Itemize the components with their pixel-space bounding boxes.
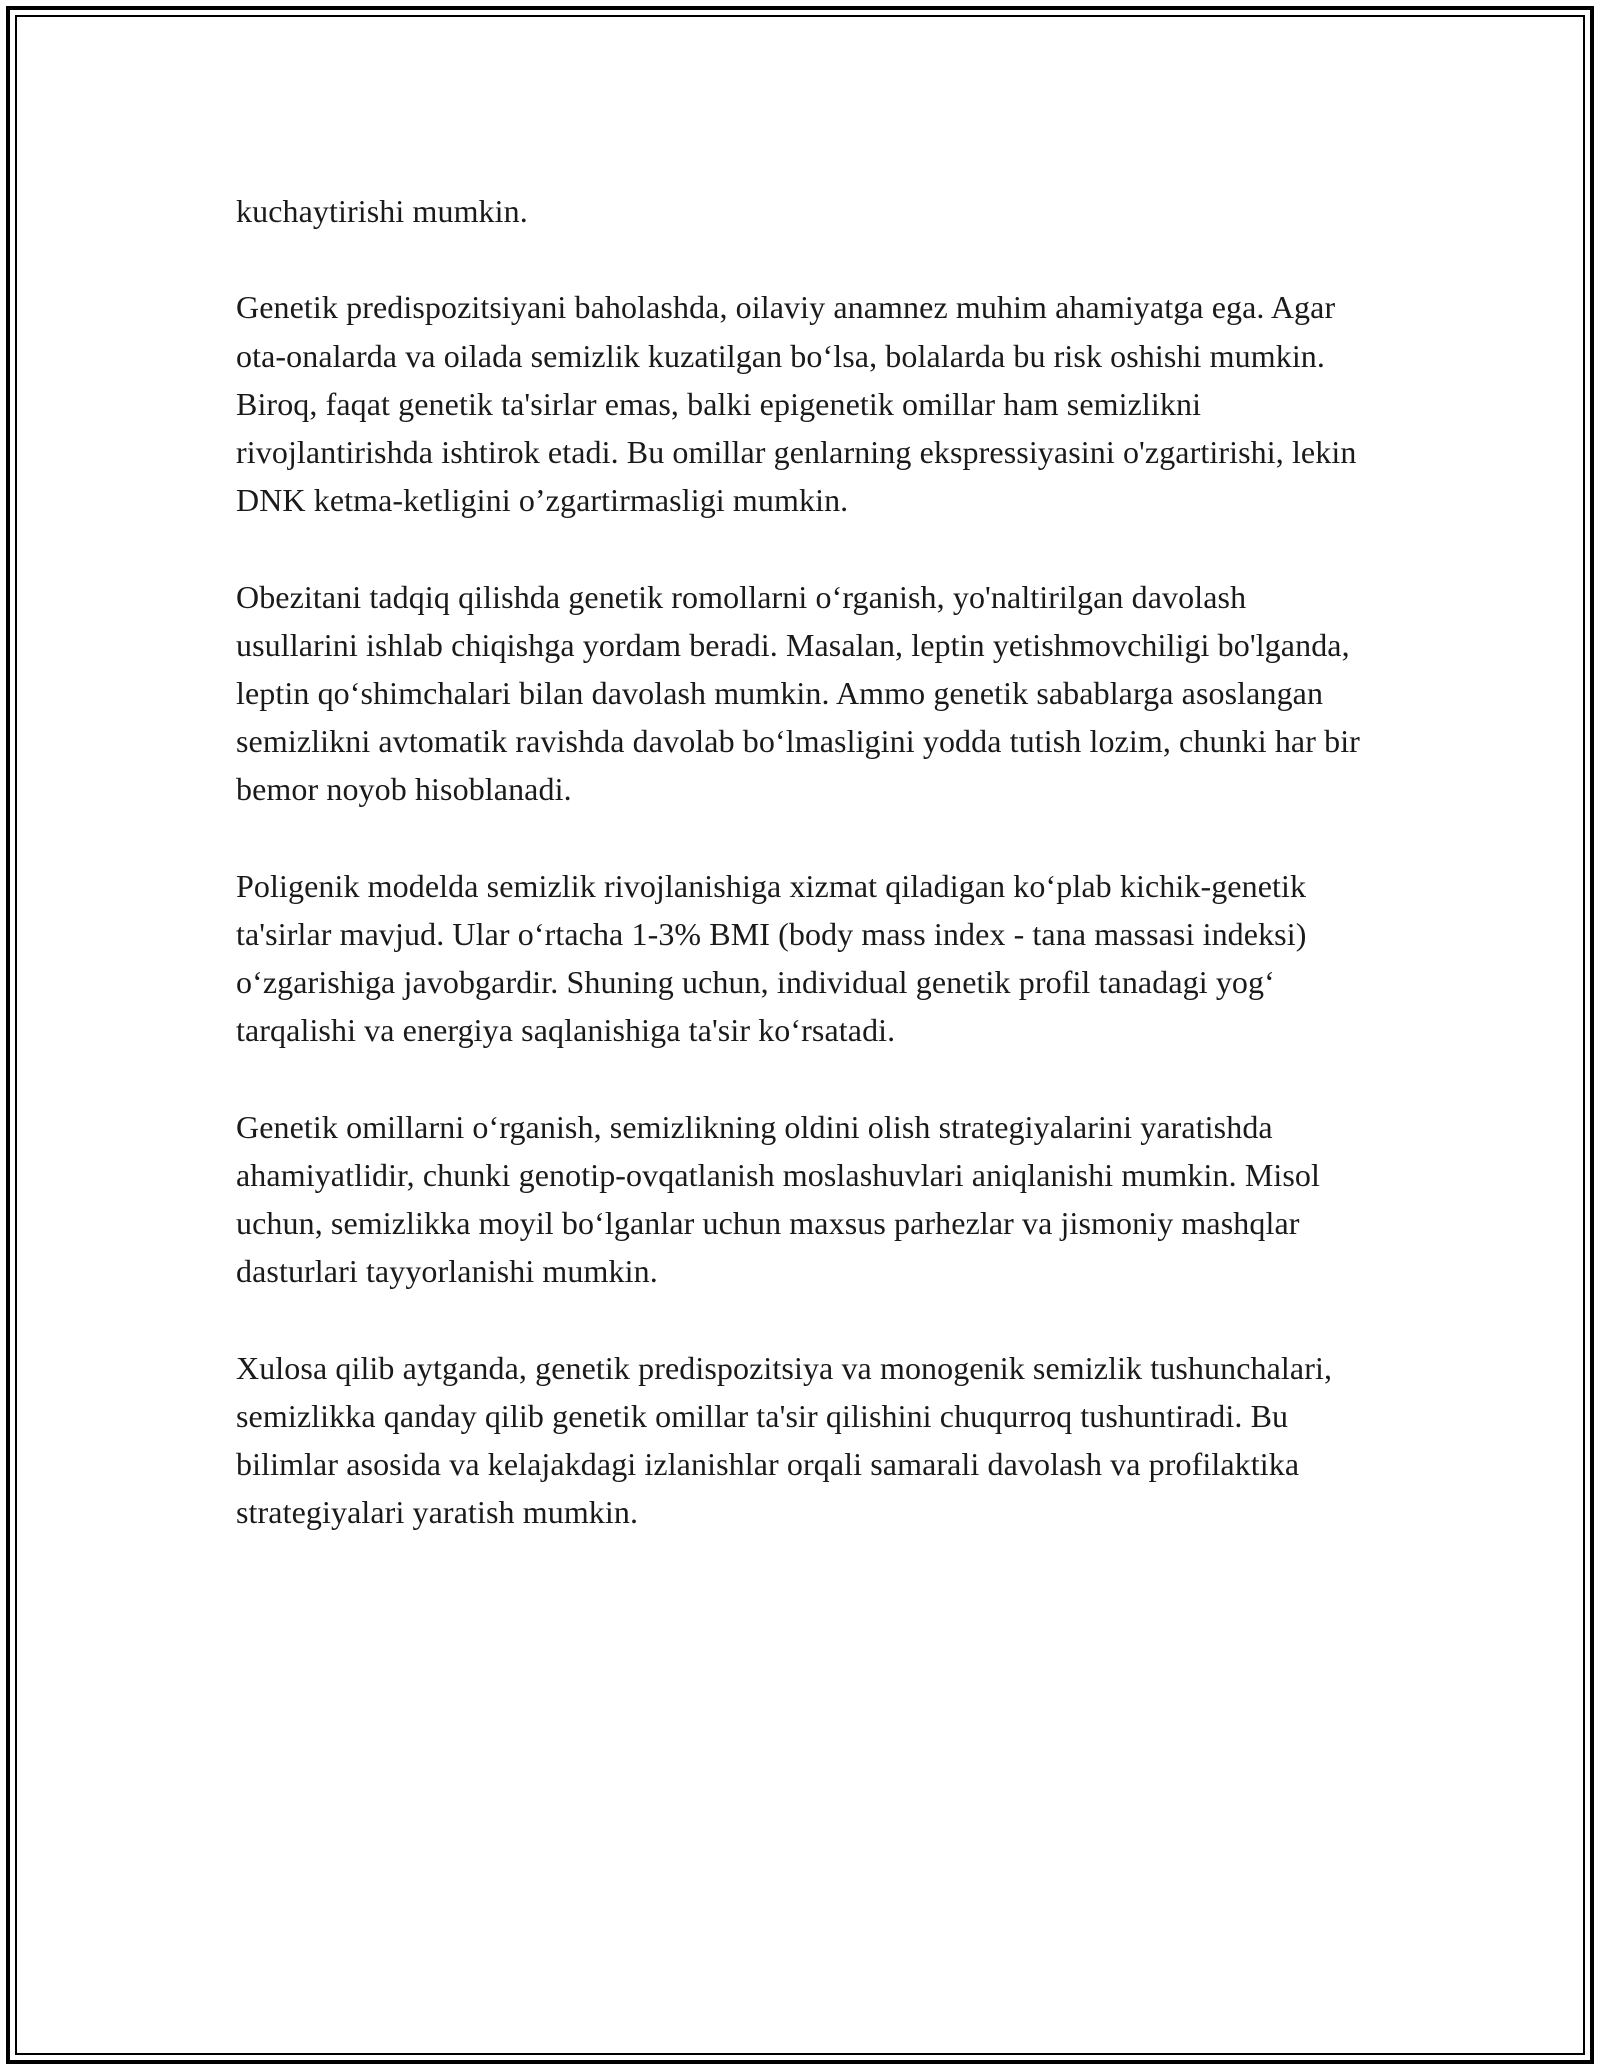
paragraph-continuation: kuchaytirishi mumkin.: [236, 193, 528, 229]
paragraph-conclusion: Xulosa qilib aytganda, genetik predispozitsiya va monogenik semizlik tushunchalari, semizlikka qanday qilib genetik omillar ta'sir qilishini chuqurroq tushuntiradi. Bu bilimlar asosida va kelajakdagi izlanishlar orqali samarali davolash va profilaktika strategiyalari yaratish mumkin.: [236, 1349, 1333, 1531]
paragraph-genetic-predisposition: Genetik predispozitsiyani baholashda, oilaviy anamnez muhim ahamiyatga ega. Agar ota-onalarda va oilada semizlik kuzatilgan bo‘lsa, bolalarda bu risk oshishi mumkin. Biroq, faqat genetik ta'sirlar emas, balki epigenetik omillar ham semizlikni rivojlantirishda ishtirok etadi. Bu omillar genlarning ekspressiyasini o'zgartirishi, lekin DNK ketma-ketligini o’zgartirmasligi mumkin.: [236, 289, 1357, 519]
document-body: [236, 187, 1376, 1537]
paragraph-prevention-strategies: Genetik omillarni o‘rganish, semizlikning oldini olish strategiyalarini yaratishda ahamiyatlidir, chunki genotip-ovqatlanish moslashuvlari aniqlanishi mumkin. Misol uchun, semizlikka moyil bo‘lganlar uchun maxsus parhezlar va jismoniy mashqlar dasturlari tayyorlanishi mumkin.: [236, 1108, 1321, 1290]
paragraph-obesity-research: Obezitani tadqiq qilishda genetik romollarni o‘rganish, yo'naltirilgan davolash usullarini ishlab chiqishga yordam beradi. Masalan, leptin yetishmovchiligi bo'lganda, leptin qo‘shimchalari bilan davolash mumkin. Ammo genetik sabablarga asoslangan semizlikni avtomatik ravishda davolab bo‘lmasligini yodda tutish lozim, chunki har bir bemor noyob hisoblanadi.: [236, 578, 1360, 808]
paragraph-polygenic-model: Poligenik modelda semizlik rivojlanishiga xizmat qiladigan ko‘plab kichik-genetik ta'sirlar mavjud. Ular o‘rtacha 1-3% BMI (body mass index - tana massasi indeksi) o‘zgarishiga javobgardir. Shuning uchun, individual genetik profil tanadagi yog‘ tarqalishi va energiya saqlanishiga ta'sir ko‘rsatadi.: [236, 867, 1307, 1049]
